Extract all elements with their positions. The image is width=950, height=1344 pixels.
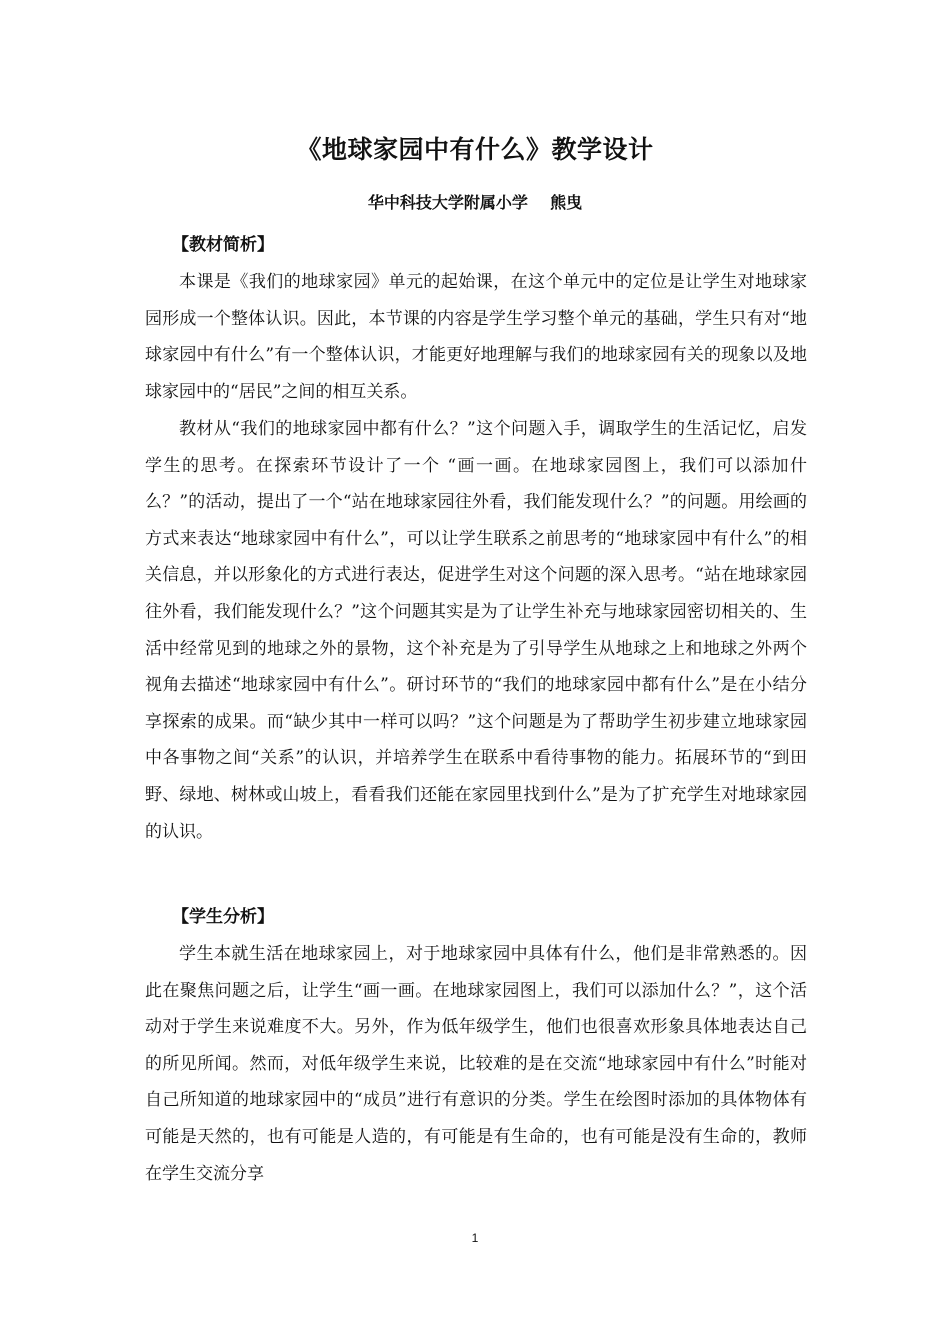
paragraph-textbook-detail: 教材从“我们的地球家园中都有什么？”这个问题入手，调取学生的生活记忆，启发学生的思考。在探索环节设计了一个 “画一画。在地球家园图上，我们可以添加什么？”的活动，提出了一个“站在地球家园往外看，我们能发现什么？”的问题。用绘画的方式来表达“地球家园中有什么”，可以让学生联系之前思考的“地球家园中有什么”的相关信息，并以形象化的方式进行表达，促进学生对这个问题的深入思考。“站在地球家园往外看，我们能发现什么？”这个问题其实是为了让学生补充与地球家园密切相关的、生活中经常见到的地球之外的景物，这个补充是为了引导学生从地球之上和地球之外两个视角去描述“地球家园中有什么”。研讨环节的“我们的地球家园中都有什么”是在小结分享探索的成果。而“缺少其中一样可以吗？”这个问题是为了帮助学生初步建立地球家园中各事物之间“关系”的认识，并培养学生在联系中看待事物的能力。拓展环节的“到田野、绿地、树林或山坡上，看看我们还能在家园里找到什么”是为了扩充学生对地球家园的认识。 bbox=[145, 419, 807, 842]
section-heading-student-analysis: 【学生分析】 bbox=[172, 907, 274, 927]
paragraph-textbook-intro: 本课是《我们的地球家园》单元的起始课，在这个单元中的定位是让学生对地球家园形成一个整体认识。因此，本节课的内容是学生学习整个单元的基础，学生只有对“地球家园中有什么”有一个整体认识，才能更好地理解与我们的地球家园有关的现象以及地球家园中的“居民”之间的相互关系。 bbox=[145, 272, 807, 402]
page-number: 1 bbox=[471, 1231, 479, 1245]
section-heading-textbook-analysis: 【教材简析】 bbox=[172, 235, 274, 255]
document-title: 《地球家园中有什么》教学设计 bbox=[296, 135, 654, 164]
paragraph-student-analysis: 学生本就生活在地球家园上，对于地球家园中具体有什么，他们是非常熟悉的。因此在聚焦问题之后，让学生“画一画。在地球家园图上，我们可以添加什么？”，这个活动对于学生来说难度不大。另外，作为低年级学生，他们也很喜欢形象具体地表达自己的所见所闻。然而，对低年级学生来说，比较难的是在交流“地球家园中有什么”时能对自己所知道的地球家园中的“成员”进行有意识的分类。学生在绘图时添加的具体物体有可能是天然的，也有可能是人造的，有可能是有生命的，也有可能是没有生命的，教师在学生交流分享 bbox=[145, 944, 807, 1184]
author-line: 华中科技大学附属小学 熊曳 bbox=[367, 193, 583, 212]
